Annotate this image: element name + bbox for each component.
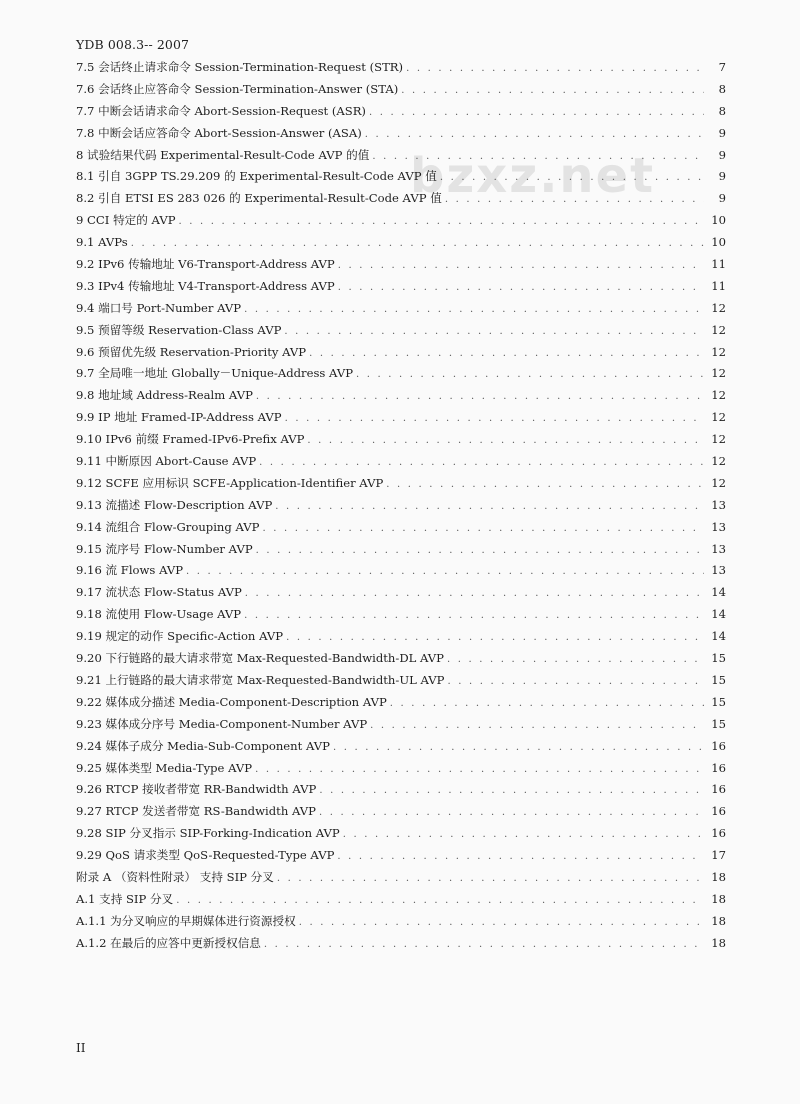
toc-entry[interactable]	[76, 736, 726, 758]
toc-entry-title: 9.28 SIP 分叉指示 SIP-Forking-Indication AVP	[76, 826, 340, 841]
dot-leader	[307, 430, 704, 452]
toc-entry[interactable]	[76, 101, 726, 123]
toc-entry-title: 9.4 端口号 Port-Number AVP	[76, 300, 242, 315]
toc-entry[interactable]	[76, 232, 726, 254]
toc-entry-page-number: 12	[711, 366, 726, 381]
toc-entry-title: 9.5 预留等级 Reservation-Class AVP	[76, 322, 282, 337]
dot-leader	[338, 255, 704, 277]
toc-entry-title: 9.20 下行链路的最大请求带宽 Max-Requested-Bandwidth-DL AVP	[76, 651, 444, 666]
toc-entry-title: 8 试验结果代码 Experimental-Result-Code AVP 的值	[76, 147, 370, 162]
toc-entry-page-number: 12	[711, 388, 726, 403]
toc-entry[interactable]	[76, 801, 726, 823]
toc-entry[interactable]	[76, 495, 726, 517]
toc-entry-title: 7.6 会话终止应答命令 Session-Termination-Answer (STA)	[76, 81, 399, 96]
dot-leader	[343, 824, 704, 846]
toc-entry-page-number: 9	[718, 147, 726, 162]
toc-entry-page-number: 10	[711, 235, 726, 250]
toc-entry-title: 9.11 中断原因 Abort-Cause AVP	[76, 454, 257, 469]
table-of-contents	[76, 57, 726, 955]
toc-entry-page-number: 18	[711, 891, 726, 906]
dot-leader	[244, 299, 704, 321]
toc-entry[interactable]	[76, 867, 726, 889]
toc-entry[interactable]	[76, 123, 726, 145]
toc-entry-title: 9.23 媒体成分序号 Media-Component-Number AVP	[76, 716, 368, 731]
toc-entry-page-number: 16	[711, 738, 726, 753]
toc-entry-page-number: 12	[711, 410, 726, 425]
dot-leader	[131, 233, 704, 255]
dot-leader	[277, 868, 704, 890]
toc-entry-title: 9.24 媒体子成分 Media-Sub-Component AVP	[76, 738, 330, 753]
toc-entry-title: 7.8 中断会话应答命令 Abort-Session-Answer (ASA)	[76, 125, 362, 140]
toc-entry-title: 9.27 RTCP 发送者带宽 RS-Bandwidth AVP	[76, 804, 316, 819]
page-number: II	[76, 1041, 86, 1055]
toc-entry-page-number: 11	[711, 257, 726, 272]
toc-entry-title: 9.15 流序号 Flow-Number AVP	[76, 541, 253, 556]
toc-entry[interactable]	[76, 626, 726, 648]
toc-entry-title: 9 CCI 特定的 AVP	[76, 213, 176, 228]
dot-leader	[386, 474, 704, 496]
toc-entry-title: 9.25 媒体类型 Media-Type AVP	[76, 760, 253, 775]
toc-entry-title: 9.9 IP 地址 Framed-IP-Address AVP	[76, 410, 282, 425]
toc-entry-title: 9.18 流使用 Flow-Usage AVP	[76, 607, 242, 622]
toc-entry[interactable]	[76, 582, 726, 604]
toc-entry-title: 7.5 会话终止请求命令 Session-Termination-Request (STR)	[76, 60, 404, 74]
toc-entry[interactable]	[76, 604, 726, 626]
toc-entry-title: 9.3 IPv4 传输地址 V4-Transport-Address AVP	[76, 278, 335, 293]
toc-entry-page-number: 18	[711, 869, 726, 884]
toc-entry[interactable]	[76, 845, 726, 867]
toc-entry-title: 9.17 流状态 Flow-Status AVP	[76, 585, 242, 600]
toc-entry-title: 9.14 流组合 Flow-Grouping AVP	[76, 519, 260, 534]
toc-entry-page-number: 17	[711, 848, 726, 863]
toc-entry[interactable]	[76, 166, 726, 188]
toc-entry-title: 8.2 引自 ETSI ES 283 026 的 Experimental-Result-Code AVP 值	[76, 191, 442, 206]
toc-entry-page-number: 18	[711, 913, 726, 928]
toc-entry[interactable]	[76, 473, 726, 495]
toc-entry[interactable]	[76, 823, 726, 845]
toc-entry-page-number: 10	[711, 213, 726, 228]
toc-entry-title: 9.29 QoS 请求类型 QoS-Requested-Type AVP	[76, 848, 335, 863]
toc-entry-page-number: 7	[718, 60, 726, 74]
dot-leader	[333, 737, 704, 759]
dot-leader	[255, 759, 704, 781]
dot-leader	[440, 167, 704, 189]
toc-entry-title: 9.2 IPv6 传输地址 V6-Transport-Address AVP	[76, 257, 335, 272]
toc-entry-page-number: 12	[711, 344, 726, 359]
toc-entry[interactable]	[76, 517, 726, 539]
toc-entry-title: 9.21 上行链路的最大请求带宽 Max-Requested-Bandwidth-UL AVP	[76, 672, 445, 687]
dot-leader	[179, 211, 704, 233]
dot-leader	[275, 496, 704, 518]
toc-entry-title: 9.26 RTCP 接收者带宽 RR-Bandwidth AVP	[76, 782, 317, 797]
toc-entry-page-number: 13	[711, 497, 726, 512]
toc-entry-page-number: 15	[711, 716, 726, 731]
toc-entry-title: 附录 A （资料性附录） 支持 SIP 分叉	[76, 869, 274, 884]
dot-leader	[447, 671, 704, 693]
toc-entry[interactable]	[76, 342, 726, 364]
toc-entry-page-number: 15	[711, 694, 726, 709]
dot-leader	[245, 583, 704, 605]
toc-entry[interactable]	[76, 539, 726, 561]
toc-entry-title: 9.8 地址域 Address-Realm AVP	[76, 388, 253, 403]
toc-entry[interactable]	[76, 407, 726, 429]
dot-leader	[309, 343, 704, 365]
toc-entry[interactable]	[76, 560, 726, 582]
toc-entry-page-number: 16	[711, 782, 726, 797]
toc-entry[interactable]	[76, 758, 726, 780]
dot-leader	[256, 386, 704, 408]
toc-entry-page-number: 18	[711, 935, 726, 950]
toc-entry-title: 9.19 规定的动作 Specific-Action AVP	[76, 629, 284, 644]
toc-entry[interactable]	[76, 79, 726, 101]
toc-entry-page-number: 16	[711, 826, 726, 841]
toc-entry[interactable]	[76, 276, 726, 298]
toc-entry-page-number: 11	[711, 278, 726, 293]
dot-leader	[356, 364, 704, 386]
toc-entry[interactable]	[76, 385, 726, 407]
toc-entry-title: 9.13 流描述 Flow-Description AVP	[76, 497, 273, 512]
dot-leader	[319, 802, 704, 824]
toc-entry[interactable]	[76, 320, 726, 342]
toc-entry[interactable]	[76, 714, 726, 736]
dot-leader	[286, 627, 704, 649]
dot-leader	[406, 58, 704, 80]
toc-entry-title: 9.22 媒体成分描述 Media-Component-Description AVP	[76, 694, 387, 709]
dot-leader	[186, 561, 704, 583]
toc-entry-title: 9.12 SCFE 应用标识 SCFE-Application-Identifier AVP	[76, 475, 384, 490]
toc-entry-page-number: 13	[711, 541, 726, 556]
toc-entry[interactable]	[76, 889, 726, 911]
toc-entry-page-number: 13	[711, 519, 726, 534]
toc-entry[interactable]	[76, 451, 726, 473]
dot-leader	[365, 124, 704, 146]
toc-entry-page-number: 14	[711, 607, 726, 622]
toc-entry-title: 9.7 全局唯一地址 Globally－Unique-Address AVP	[76, 366, 353, 381]
toc-entry-page-number: 9	[718, 125, 726, 140]
dot-leader	[259, 452, 704, 474]
toc-entry-page-number: 12	[711, 300, 726, 315]
toc-entry-page-number: 12	[711, 322, 726, 337]
dot-leader	[370, 715, 704, 737]
toc-entry-page-number: 14	[711, 585, 726, 600]
dot-leader	[337, 846, 704, 868]
toc-entry-page-number: 13	[711, 563, 726, 578]
dot-leader	[244, 605, 704, 627]
toc-entry-page-number: 15	[711, 651, 726, 666]
toc-entry-page-number: 12	[711, 454, 726, 469]
document-code-header: YDB 008.3-- 2007	[76, 37, 190, 52]
toc-entry[interactable]	[76, 210, 726, 232]
toc-entry-title: A.1 支持 SIP 分叉	[76, 891, 174, 906]
toc-entry-page-number: 8	[718, 103, 726, 118]
dot-leader	[284, 321, 704, 343]
toc-entry-title: 9.6 预留优先级 Reservation-Priority AVP	[76, 344, 307, 359]
toc-entry-page-number: 14	[711, 629, 726, 644]
toc-entry[interactable]	[76, 145, 726, 167]
toc-entry-page-number: 8	[718, 81, 726, 96]
toc-entry[interactable]	[76, 298, 726, 320]
toc-entry-page-number: 16	[711, 760, 726, 775]
toc-entry-page-number: 9	[718, 169, 726, 184]
toc-entry[interactable]	[76, 670, 726, 692]
dot-leader	[262, 518, 704, 540]
dot-leader	[264, 934, 704, 956]
toc-entry[interactable]	[76, 648, 726, 670]
dot-leader	[401, 80, 704, 102]
dot-leader	[447, 649, 704, 671]
dot-leader	[372, 146, 704, 168]
toc-entry-title: 7.7 中断会话请求命令 Abort-Session-Request (ASR)	[76, 103, 366, 118]
toc-entry-page-number: 12	[711, 475, 726, 490]
toc-entry-page-number: 15	[711, 672, 726, 687]
toc-entry[interactable]	[76, 429, 726, 451]
toc-entry[interactable]	[76, 363, 726, 385]
dot-leader	[176, 890, 704, 912]
dot-leader	[319, 780, 704, 802]
toc-entry-page-number: 9	[718, 191, 726, 206]
toc-entry-title: 9.1 AVPs	[76, 235, 128, 250]
toc-entry-title: 9.10 IPv6 前缀 Framed-IPv6-Prefix AVP	[76, 432, 305, 447]
toc-entry[interactable]	[76, 779, 726, 801]
dot-leader	[445, 189, 704, 211]
toc-entry-page-number: 16	[711, 804, 726, 819]
toc-entry[interactable]	[76, 188, 726, 210]
toc-entry-title: 9.16 流 Flows AVP	[76, 563, 184, 578]
dot-leader	[285, 408, 704, 430]
dot-leader	[299, 912, 704, 934]
watermark: bzxz.net	[410, 148, 656, 204]
dot-leader	[390, 693, 704, 715]
toc-entry-page-number: 12	[711, 432, 726, 447]
toc-entry[interactable]	[76, 57, 726, 79]
toc-entry[interactable]	[76, 933, 726, 955]
dot-leader	[369, 102, 704, 124]
dot-leader	[256, 540, 704, 562]
dot-leader	[338, 277, 704, 299]
toc-entry-title: A.1.1 为分叉响应的早期媒体进行资源授权	[76, 913, 296, 928]
toc-entry-title: 8.1 引自 3GPP TS.29.209 的 Experimental-Result-Code AVP 值	[76, 169, 437, 184]
toc-entry[interactable]	[76, 911, 726, 933]
toc-entry[interactable]	[76, 254, 726, 276]
toc-entry[interactable]	[76, 692, 726, 714]
toc-entry-title: A.1.2 在最后的应答中更新授权信息	[76, 935, 261, 950]
